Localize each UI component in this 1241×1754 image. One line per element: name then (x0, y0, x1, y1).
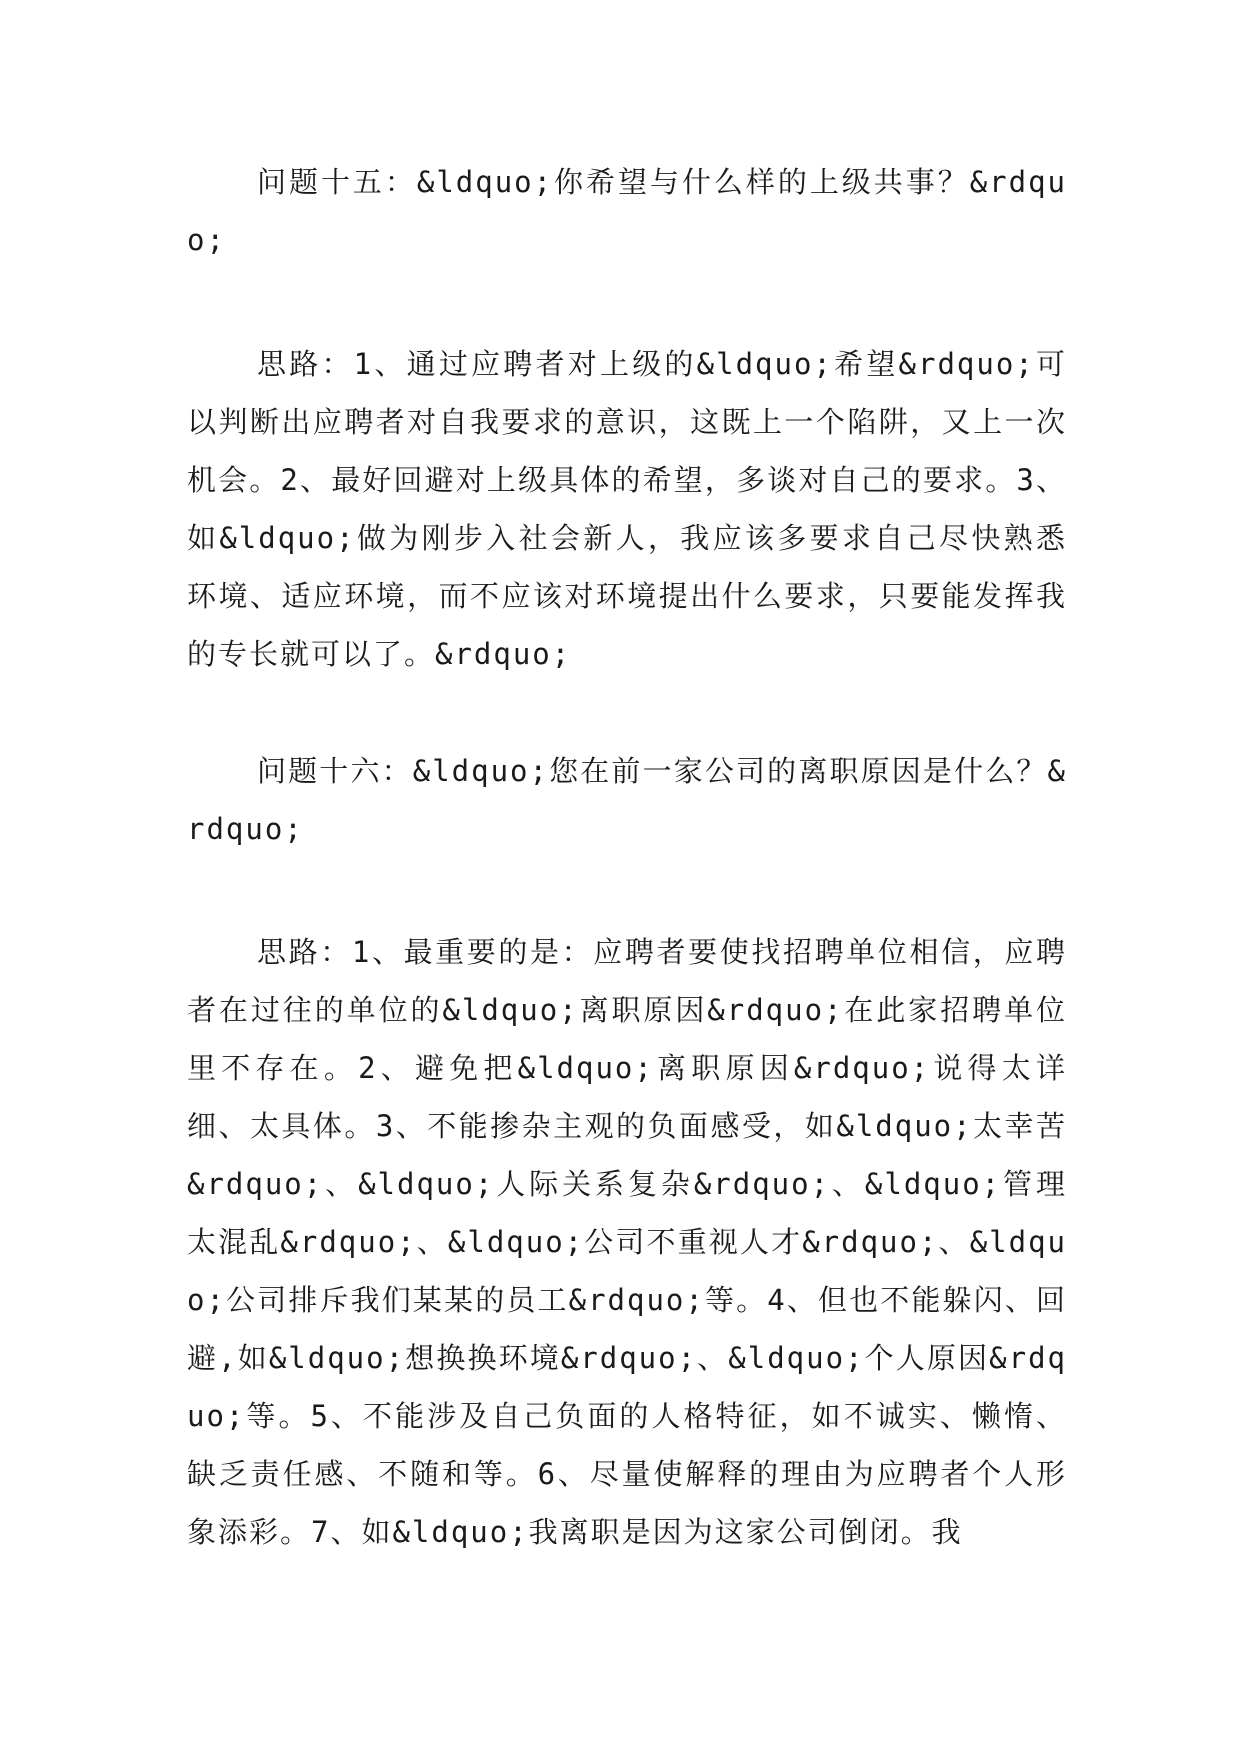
answer-16-paragraph: 思路：1、最重要的是：应聘者要使找招聘单位相信，应聘者在过往的单位的&ldquo;离职原因&rdquo;在此家招聘单位里不存在。2、避免把&ldquo;离职原因&rdquo;说得太详细、太具体。3、不能掺杂主观的负面感受，如&ldquo;太幸苦&rdquo;、&ldquo;人际关系复杂&rdquo;、&ldquo;管理太混乱&rdquo;、&ldquo;公司不重视人才&rdquo;、&ldquo;公司排斥我们某某的员工&rdquo;等。4、但也不能躲闪、回避,如&ldquo;想换换环境&rdquo;、&ldquo;个人原因&rdquo;等。5、不能涉及自己负面的人格特征，如不诚实、懒惰、缺乏责任感、不随和等。6、尽量使解释的理由为应聘者个人形象添彩。7、如&ldquo;我离职是因为这家公司倒闭。我 (187, 935, 1067, 1549)
question-15-heading: 问题十五：&ldquo;你希望与什么样的上级共事？&rdquo; (187, 165, 1067, 257)
question-16-heading: 问题十六：&ldquo;您在前一家公司的离职原因是什么？&rdquo; (187, 754, 1067, 846)
answer-15-paragraph: 思路：1、通过应聘者对上级的&ldquo;希望&rdquo;可以判断出应聘者对自我要求的意识，这既上一个陷阱，又上一次机会。2、最好回避对上级具体的希望，多谈对自己的要求。3、如&ldquo;做为刚步入社会新人，我应该多要求自己尽快熟悉环境、适应环境，而不应该对环境提出什么要求，只要能发挥我的专长就可以了。&rdquo; (187, 347, 1067, 671)
